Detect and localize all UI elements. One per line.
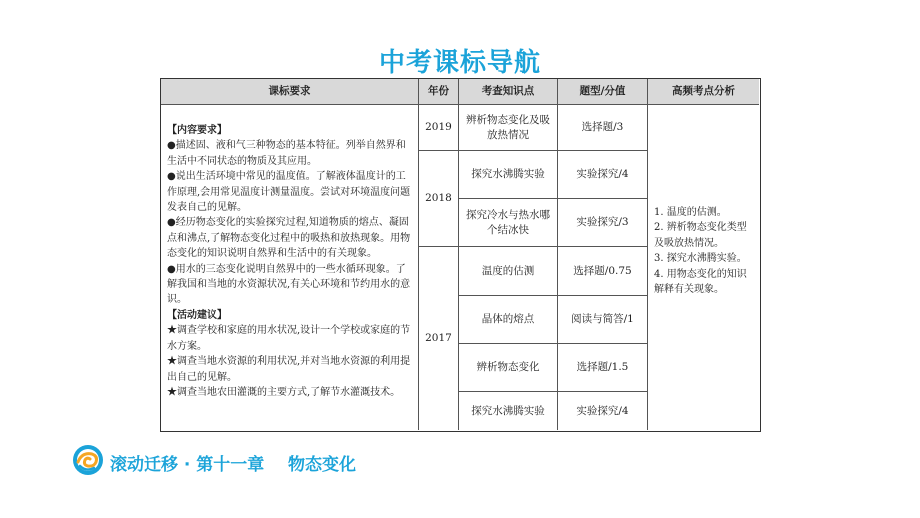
analysis-item: 3. 探究水沸腾实验。 (654, 253, 747, 265)
topic-cell: 晶体的熔点 (459, 296, 558, 344)
year-cell: 2019 (419, 105, 459, 151)
type-cell: 实验探究/4 (558, 151, 648, 199)
header-analysis: 高频考点分析 (648, 79, 759, 105)
header-topic: 考查知识点 (459, 79, 558, 105)
content-item: ●用水的三态变化说明自然界中的一些水循环现象。了解我国和当地的水资源状况,有关心环境和节约用水的意识。 (167, 263, 411, 306)
type-cell: 实验探究/3 (558, 199, 648, 247)
type-cell: 选择题/3 (558, 105, 648, 151)
content-item: ●说出生活环境中常见的温度值。了解液体温度计的工作原理,会用常见温度计测量温度。尝试对环境温度问题发表自己的见解。 (167, 171, 411, 214)
activity-item: ★调查当地农田灌溉的主要方式,了解节水灌溉技术。 (167, 386, 401, 398)
topic-cell: 探究冷水与热水哪个结冰快 (459, 199, 558, 247)
topic-cell: 探究水沸腾实验 (459, 392, 558, 430)
type-cell: 实验探究/4 (558, 392, 648, 430)
activity-item: ★调查当地水资源的利用状况,并对当地水资源的利用提出自己的见解。 (167, 356, 411, 383)
footer-title: 滚动迁移 · 第十一章 物态变化 (110, 454, 356, 475)
curriculum-table (160, 78, 761, 432)
content-heading: 【内容要求】 (167, 125, 227, 136)
year-cell: 2017 (419, 247, 459, 430)
swirl-logo-icon (72, 444, 104, 480)
topic-cell: 探究水沸腾实验 (459, 151, 558, 199)
header-type: 题型/分值 (558, 79, 648, 105)
activity-item: ★调查学校和家庭的用水状况,设计一个学校或家庭的节水方案。 (167, 325, 411, 352)
activity-heading: 【活动建议】 (167, 309, 227, 321)
type-cell: 阅读与简答/1 (558, 296, 648, 344)
header-requirements: 课标要求 (161, 79, 419, 105)
content-item: ●描述固、液和气三种物态的基本特征。列举自然界和生活中不同状态的物质及其应用。 (167, 140, 406, 167)
topic-cell: 辨析物态变化 (459, 344, 558, 392)
year-cell: 2018 (419, 151, 459, 247)
topic-cell: 辨析物态变化及吸放热情况 (459, 105, 558, 151)
topic-cell: 温度的估测 (459, 247, 558, 296)
type-cell: 选择题/1.5 (558, 344, 648, 392)
requirements-cell (161, 105, 419, 430)
analysis-item: 4. 用物态变化的知识解释有关现象。 (654, 268, 747, 296)
analysis-item: 2. 辨析物态变化类型及吸放热情况。 (654, 222, 747, 249)
header-year: 年份 (419, 79, 459, 105)
analysis-cell (648, 105, 759, 430)
content-item: ●经历物态变化的实验探究过程,知道物质的熔点、凝固点和沸点,了解物态变化过程中的吸热和放热现象。用物态变化的知识说明自然界和生活中的有关现象。 (167, 217, 411, 260)
chapter-footer (72, 444, 356, 480)
page-title: 中考课标导航 (378, 48, 541, 78)
type-cell: 选择题/0.75 (558, 247, 648, 296)
analysis-item: 1. 温度的估测。 (654, 207, 727, 218)
